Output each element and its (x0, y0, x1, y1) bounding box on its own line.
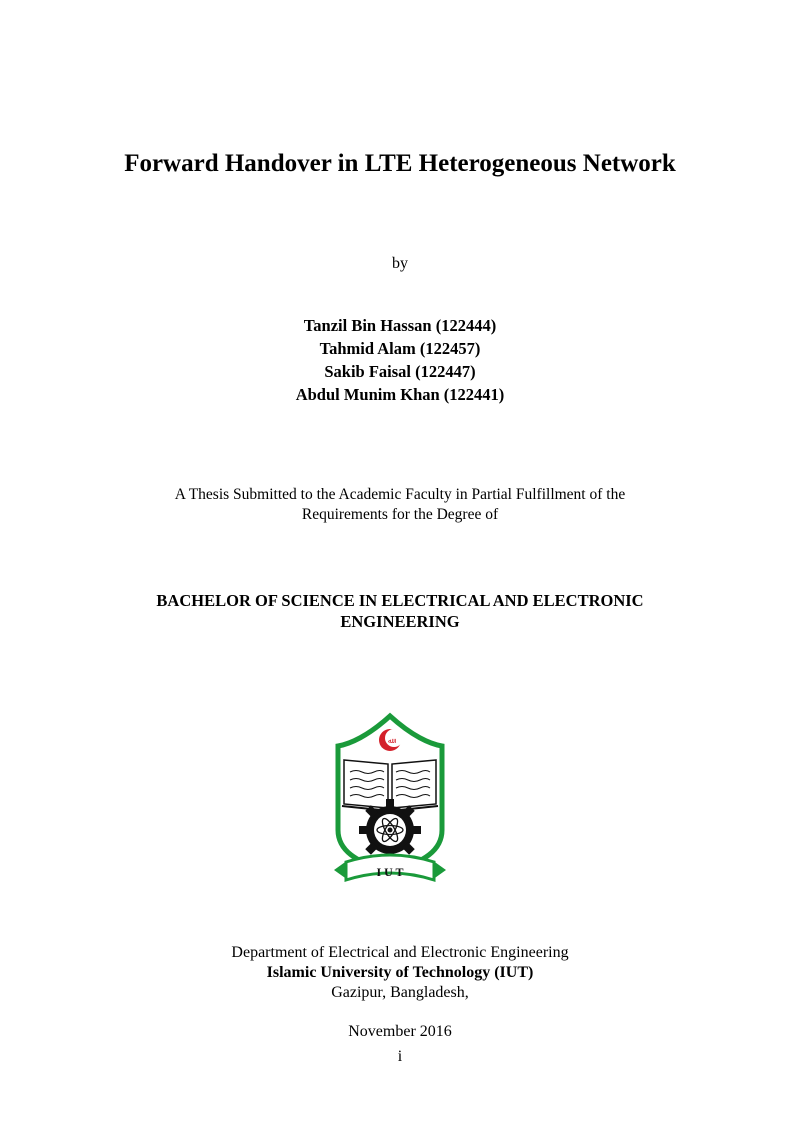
location: Gazipur, Bangladesh, (331, 984, 469, 1001)
author-name: Sakib Faisal (122447) (324, 362, 476, 381)
thesis-statement (0, 485, 800, 525)
thesis-title: Forward Handover in LTE Heterogeneous Network (124, 150, 676, 177)
logo-ribbon (334, 855, 446, 880)
page-number: i (397, 1048, 403, 1065)
logo-ribbon-text: I U T (376, 865, 404, 879)
submission-date: November 2016 (348, 1023, 452, 1040)
author-name: Tahmid Alam (122457) (319, 339, 481, 358)
svg-text:ﷲ: ﷲ (387, 737, 393, 745)
by-label: by (392, 255, 408, 272)
affiliation-block (0, 943, 800, 1003)
iut-logo (330, 710, 450, 890)
university-name: Islamic University of Technology (IUT) (266, 964, 534, 981)
author-name: Tanzil Bin Hassan (122444) (303, 316, 497, 335)
author-list (0, 314, 800, 406)
department-name: Department of Electrical and Electronic Engineering (231, 944, 569, 961)
degree-line: BACHELOR OF SCIENCE IN ELECTRICAL AND ELECTRONIC (156, 591, 644, 610)
logo-gear (359, 799, 421, 861)
degree-line: ENGINEERING (340, 612, 460, 631)
degree-title (0, 590, 800, 632)
author-name: Abdul Munim Khan (122441) (295, 385, 505, 404)
thesis-statement-line: Requirements for the Degree of (301, 506, 499, 523)
thesis-statement-line: A Thesis Submitted to the Academic Faculty in Partial Fulfillment of the (174, 486, 626, 503)
